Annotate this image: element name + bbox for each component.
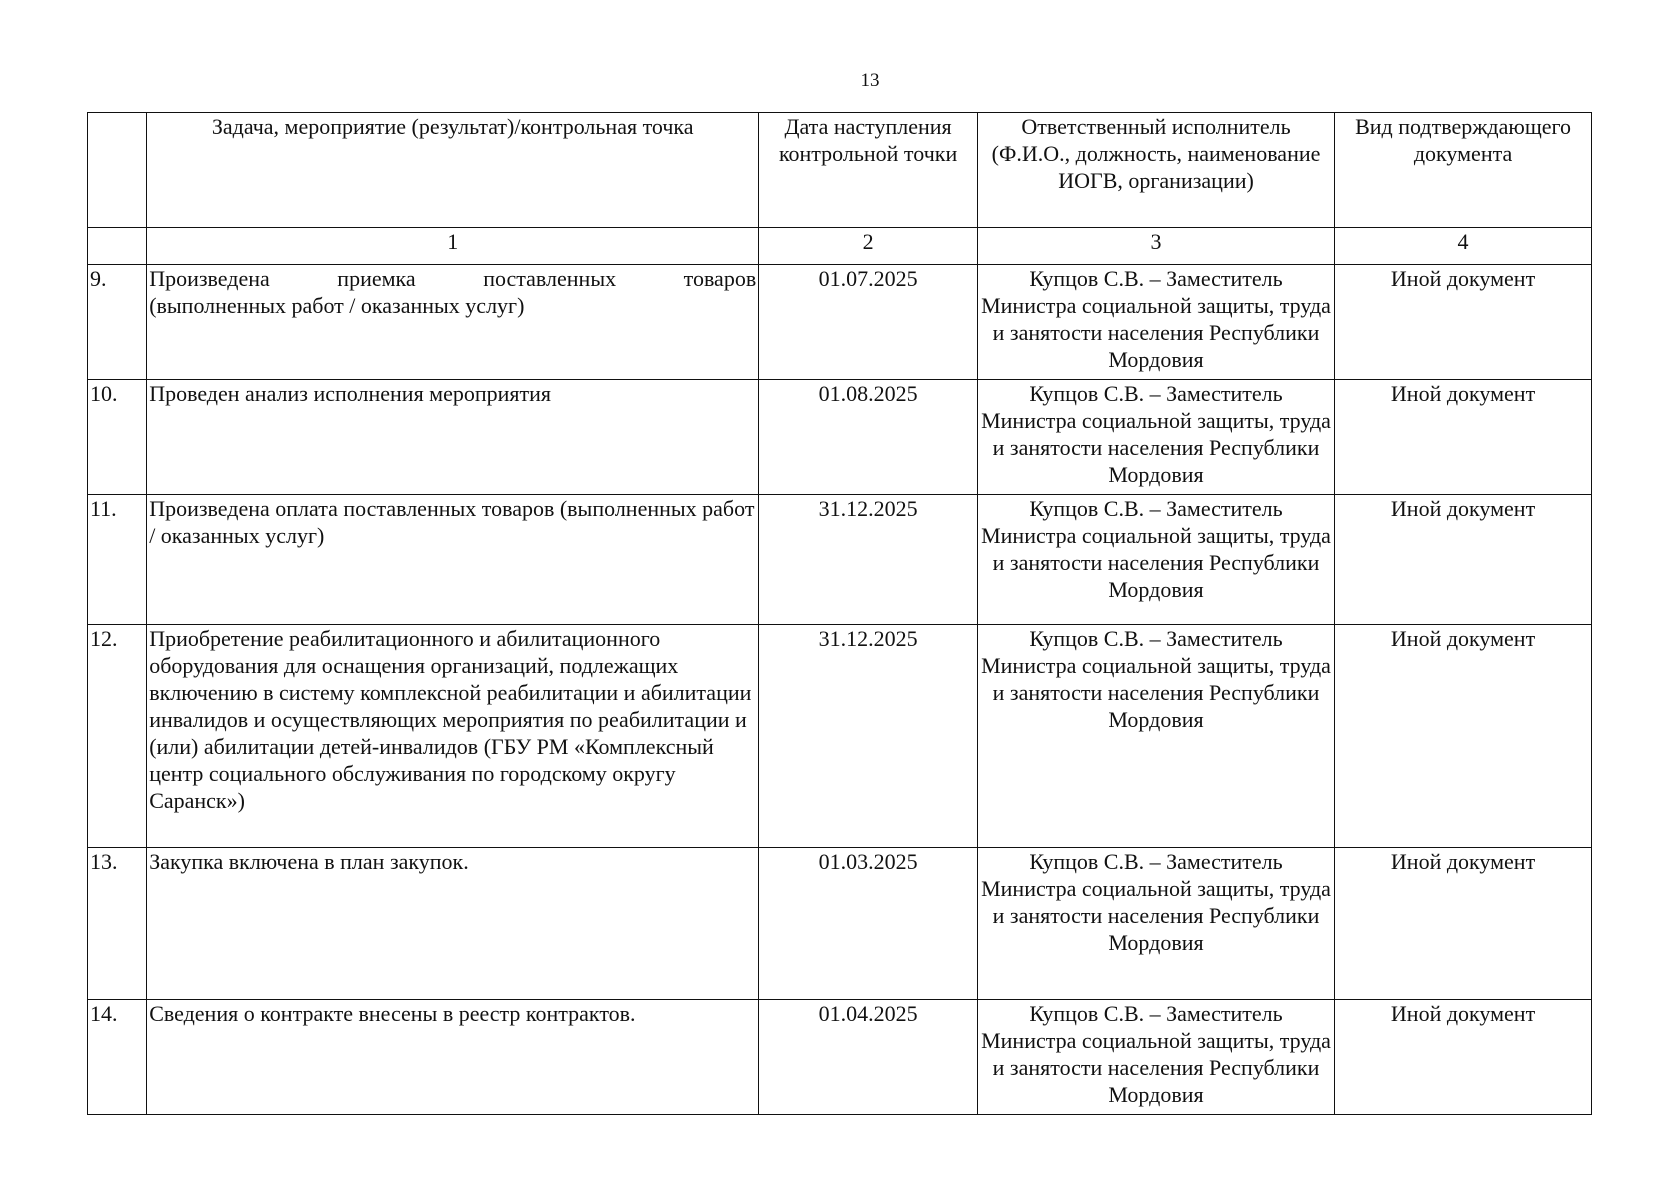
date-cell: 31.12.2025 xyxy=(759,495,978,625)
row-number: 10. xyxy=(88,380,147,495)
date-cell: 01.07.2025 xyxy=(759,265,978,380)
responsible-cell: Купцов С.В. – Заместитель Министра социальной защиты, труда и занятости населения Республики Мордовия xyxy=(977,380,1334,495)
doc-type-cell: Иной документ xyxy=(1335,848,1592,1000)
index-num-cell xyxy=(88,228,147,265)
task-cell xyxy=(147,265,759,380)
header-responsible: Ответственный исполнитель (Ф.И.О., должность, наименование ИОГВ, организации) xyxy=(977,113,1334,228)
doc-type-cell: Иной документ xyxy=(1335,380,1592,495)
table-row xyxy=(88,1000,1592,1115)
doc-type-cell: Иной документ xyxy=(1335,1000,1592,1115)
task-cell: Сведения о контракте внесены в реестр контрактов. xyxy=(147,1000,759,1115)
column-index-row xyxy=(88,228,1592,265)
header-doc-type: Вид подтверждающего документа xyxy=(1335,113,1592,228)
responsible-cell: Купцов С.В. – Заместитель Министра социальной защиты, труда и занятости населения Республики Мордовия xyxy=(977,848,1334,1000)
column-index: 4 xyxy=(1335,228,1592,265)
doc-type-cell: Иной документ xyxy=(1335,495,1592,625)
header-task: Задача, мероприятие (результат)/контрольная точка xyxy=(147,113,759,228)
table-row xyxy=(88,265,1592,380)
control-points-table xyxy=(87,112,1592,1115)
date-cell: 01.08.2025 xyxy=(759,380,978,495)
header-date: Дата наступления контрольной точки xyxy=(759,113,978,228)
table-row xyxy=(88,848,1592,1000)
date-cell: 01.04.2025 xyxy=(759,1000,978,1115)
row-number: 11. xyxy=(88,495,147,625)
task-text: Произведена приемка поставленных товаров xyxy=(149,266,757,291)
table-row xyxy=(88,380,1592,495)
table-row xyxy=(88,495,1592,625)
row-number: 14. xyxy=(88,1000,147,1115)
column-index: 3 xyxy=(977,228,1334,265)
task-cell: Закупка включена в план закупок. xyxy=(147,848,759,1000)
table-header-row xyxy=(88,113,1592,228)
doc-type-cell: Иной документ xyxy=(1335,265,1592,380)
task-cell: Произведена оплата поставленных товаров (выполненных работ / оказанных услуг) xyxy=(147,495,759,625)
task-text: (выполненных работ / оказанных услуг) xyxy=(149,293,525,318)
task-cell: Проведен анализ исполнения мероприятия xyxy=(147,380,759,495)
date-cell: 01.03.2025 xyxy=(759,848,978,1000)
header-num-cell xyxy=(88,113,147,228)
doc-type-cell: Иной документ xyxy=(1335,625,1592,848)
page-number: 13 xyxy=(860,70,880,91)
row-number: 9. xyxy=(88,265,147,380)
responsible-cell: Купцов С.В. – Заместитель Министра социальной защиты, труда и занятости населения Республики Мордовия xyxy=(977,625,1334,848)
date-cell: 31.12.2025 xyxy=(759,625,978,848)
responsible-cell: Купцов С.В. – Заместитель Министра социальной защиты, труда и занятости населения Республики Мордовия xyxy=(977,1000,1334,1115)
responsible-cell: Купцов С.В. – Заместитель Министра социальной защиты, труда и занятости населения Республики Мордовия xyxy=(977,265,1334,380)
column-index: 1 xyxy=(147,228,759,265)
row-number: 13. xyxy=(88,848,147,1000)
table-row xyxy=(88,625,1592,848)
responsible-cell: Купцов С.В. – Заместитель Министра социальной защиты, труда и занятости населения Республики Мордовия xyxy=(977,495,1334,625)
row-number: 12. xyxy=(88,625,147,848)
task-cell: Приобретение реабилитационного и абилитационного оборудования для оснащения организаций, подлежащих включению в систему комплексной реабилитации и абилитации инвалидов и осуществляющих мероприятия по реабилитации и (или) абилитации детей-инвалидов (ГБУ РМ «Комплексный центр социального обслуживания по городскому округу Саранск») xyxy=(147,625,759,848)
column-index: 2 xyxy=(759,228,978,265)
